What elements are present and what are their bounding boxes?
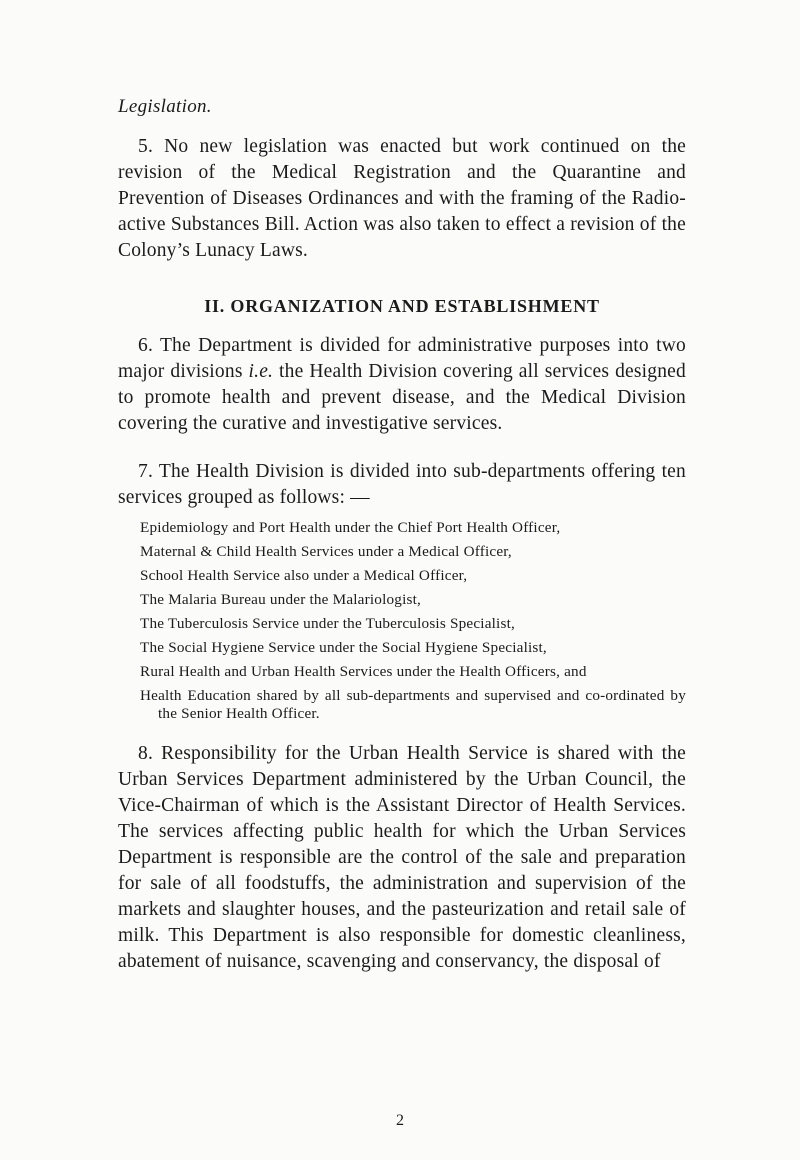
- document-page: [118, 96, 686, 975]
- services-list: [140, 519, 686, 723]
- list-item: The Social Hygiene Service under the Social Hygiene Specialist,: [140, 639, 547, 656]
- list-item: School Health Service also under a Medical Officer,: [140, 567, 468, 584]
- section-heading-legislation: Legislation.: [118, 96, 212, 117]
- paragraph-7: 7. The Health Division is divided into sub-departments offering ten services grouped as follows: —: [118, 461, 686, 508]
- list-item: Rural Health and Urban Health Services under the Health Officers, and: [140, 663, 587, 680]
- paragraph-6: [118, 333, 686, 437]
- list-item: The Tuberculosis Service under the Tuberculosis Specialist,: [140, 615, 516, 632]
- paragraph-6-part-1: 6. The Department is divided for administrative purposes into two major divisions: [118, 335, 686, 382]
- paragraph-8: 8. Responsibility for the Urban Health Service is shared with the Urban Services Department administered by the Urban Council, the Vice-Chairman of which is the Assistant Director of Health Services. The services affecting public health for which the Urban Services Department is responsible are the control of the sale and preparation for sale of all foodstuffs, the administration and supervision of the markets and slaughter houses, and the pasteurization and retail sale of milk. This Department is also responsible for domestic cleanliness, abatement of nuisance, scavenging and conservancy, the disposal of: [118, 743, 686, 972]
- section-heading-organization: II. ORGANIZATION AND ESTABLISHMENT: [204, 296, 600, 316]
- paragraph-6-part-2: the Health Division covering all services designed to promote health and prevent disease, and the Medical Division covering the curative and investigative services.: [118, 361, 686, 434]
- page-number: 2: [396, 1112, 404, 1129]
- list-item: Maternal & Child Health Services under a Medical Officer,: [140, 543, 512, 560]
- paragraph-6-ie: i.e.: [248, 361, 274, 382]
- paragraph-5: 5. No new legislation was enacted but work continued on the revision of the Medical Registration and the Quarantine and Prevention of Diseases Ordinances and with the framing of the Radio-active Substances Bill. Action was also taken to effect a revision of the Colony’s Lunacy Laws.: [118, 136, 686, 261]
- list-item: Health Education shared by all sub-departments and supervised and co-ordinated by the Senior Health Officer.: [140, 687, 686, 722]
- list-item: Epidemiology and Port Health under the Chief Port Health Officer,: [140, 519, 561, 536]
- list-item: The Malaria Bureau under the Malariologist,: [140, 591, 422, 608]
